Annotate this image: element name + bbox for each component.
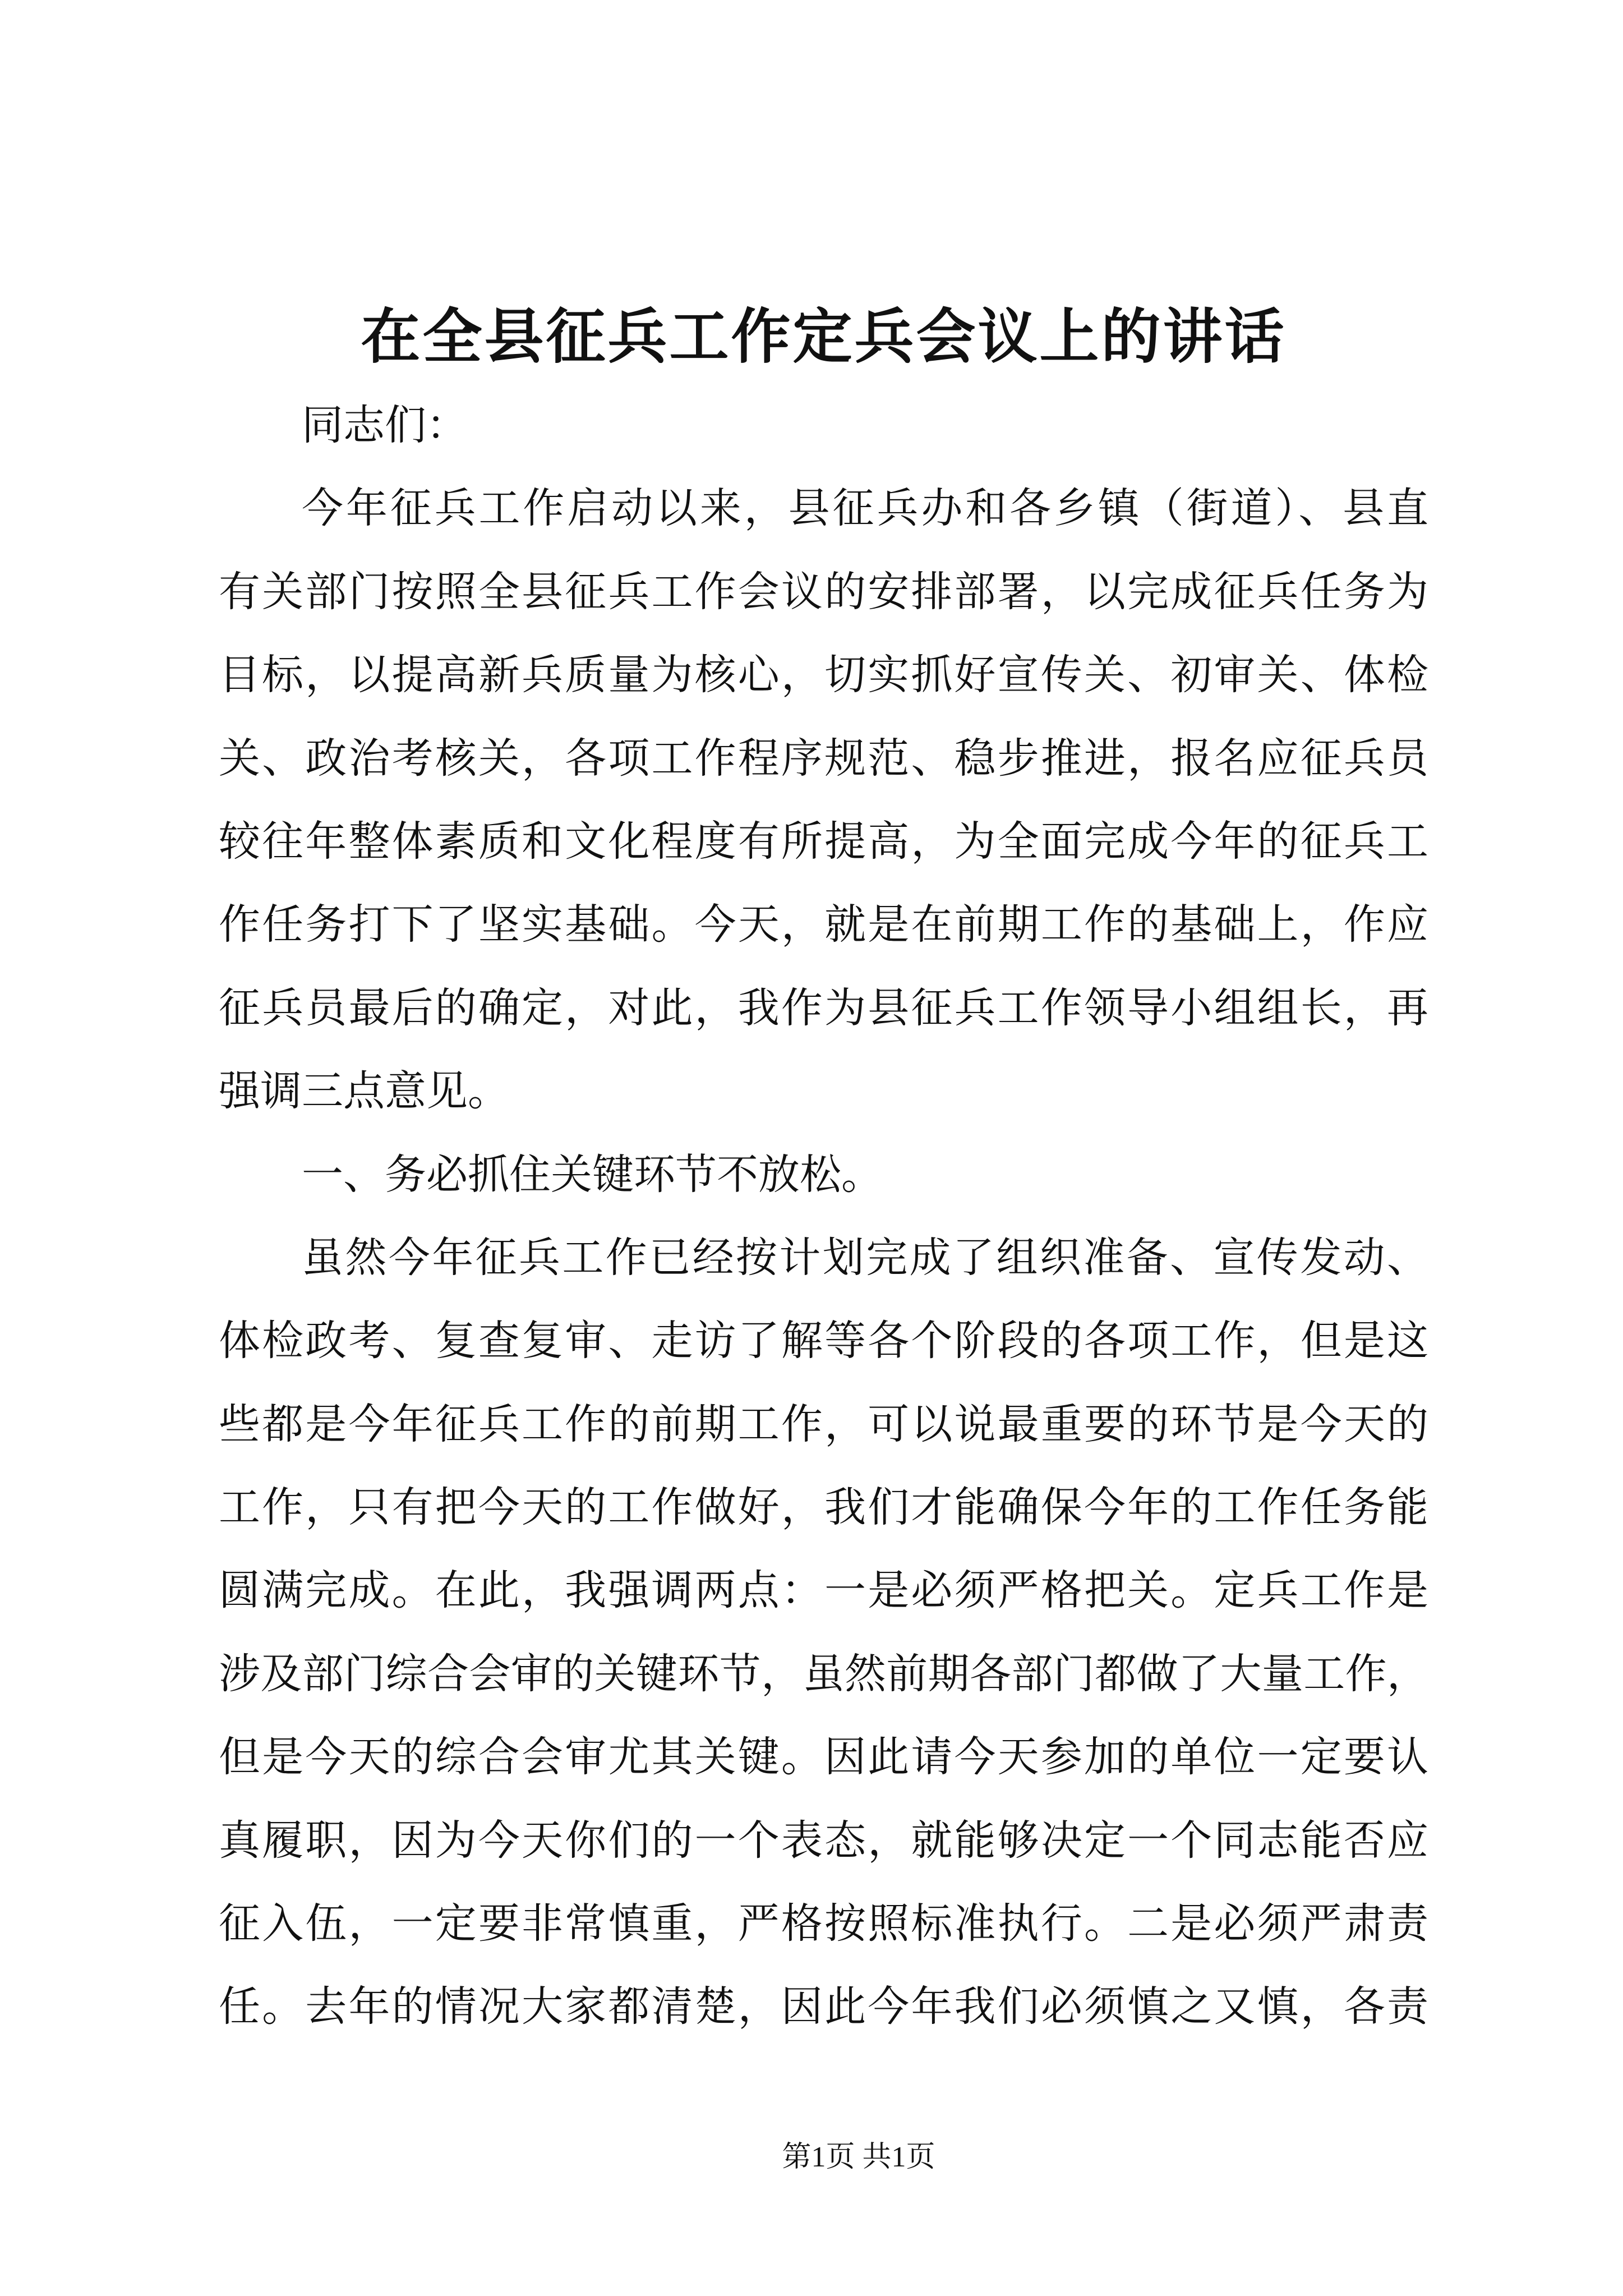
text-line: 圆满完成。在此，我强调两点：一是必须严格把关。定兵工作是	[219, 1566, 1428, 1615]
text-line: 工作，只有把今天的工作做好，我们才能确保今年的工作任务能	[219, 1483, 1428, 1532]
document-title: 在全县征兵工作定兵会议上的讲话	[361, 301, 1287, 371]
text-line: 强调三点意见。	[219, 1067, 509, 1116]
text-line: 同志们：	[302, 401, 468, 449]
text-line: 真履职，因为今天你们的一个表态，就能够决定一个同志能否应	[219, 1816, 1428, 1865]
text-line: 较往年整体素质和文化程度有所提高，为全面完成今年的征兵工	[219, 817, 1428, 866]
text-line: 关、政治考核关，各项工作程序规范、稳步推进，报名应征兵员	[219, 734, 1428, 783]
text-line: 目标，以提高新兵质量为核心，切实抓好宣传关、初审关、体检	[219, 651, 1428, 700]
paragraph-salutation	[219, 384, 1428, 467]
text-line: 一、务必抓住关键环节不放松。	[302, 1150, 883, 1199]
text-line: 体检政考、复查复审、走访了解等各个阶段的各项工作，但是这	[219, 1317, 1428, 1365]
paragraph-section-one	[219, 1216, 1428, 2049]
text-line: 虽然今年征兵工作已经按计划完成了组织准备、宣传发动、	[302, 1233, 1428, 1282]
text-line: 任。去年的情况大家都清楚，因此今年我们必须慎之又慎，各责	[219, 1982, 1428, 2031]
text-line: 今年征兵工作启动以来，县征兵办和各乡镇（街道）、县直	[302, 484, 1428, 533]
text-line: 些都是今年征兵工作的前期工作，可以说最重要的环节是今天的	[219, 1400, 1428, 1448]
section-heading	[219, 1133, 1428, 1216]
text-line: 征入伍，一定要非常慎重，严格按照标准执行。二是必须严肃责	[219, 1899, 1428, 1948]
text-line: 但是今天的综合会审尤其关键。因此请今天参加的单位一定要认	[219, 1733, 1428, 1782]
text-line: 有关部门按照全县征兵工作会议的安排部署，以完成征兵任务为	[219, 567, 1428, 616]
paragraph-intro	[219, 467, 1428, 1133]
text-line: 作任务打下了坚实基础。今天，就是在前期工作的基础上，作应	[219, 900, 1428, 949]
document-body	[219, 384, 1428, 2049]
page-number: 第1页 共1页	[782, 2141, 935, 2173]
text-line: 涉及部门综合会审的关键环节，虽然前期各部门都做了大量工作，	[219, 1649, 1428, 1698]
text-line: 征兵员最后的确定，对此，我作为县征兵工作领导小组组长，再	[219, 983, 1428, 1032]
